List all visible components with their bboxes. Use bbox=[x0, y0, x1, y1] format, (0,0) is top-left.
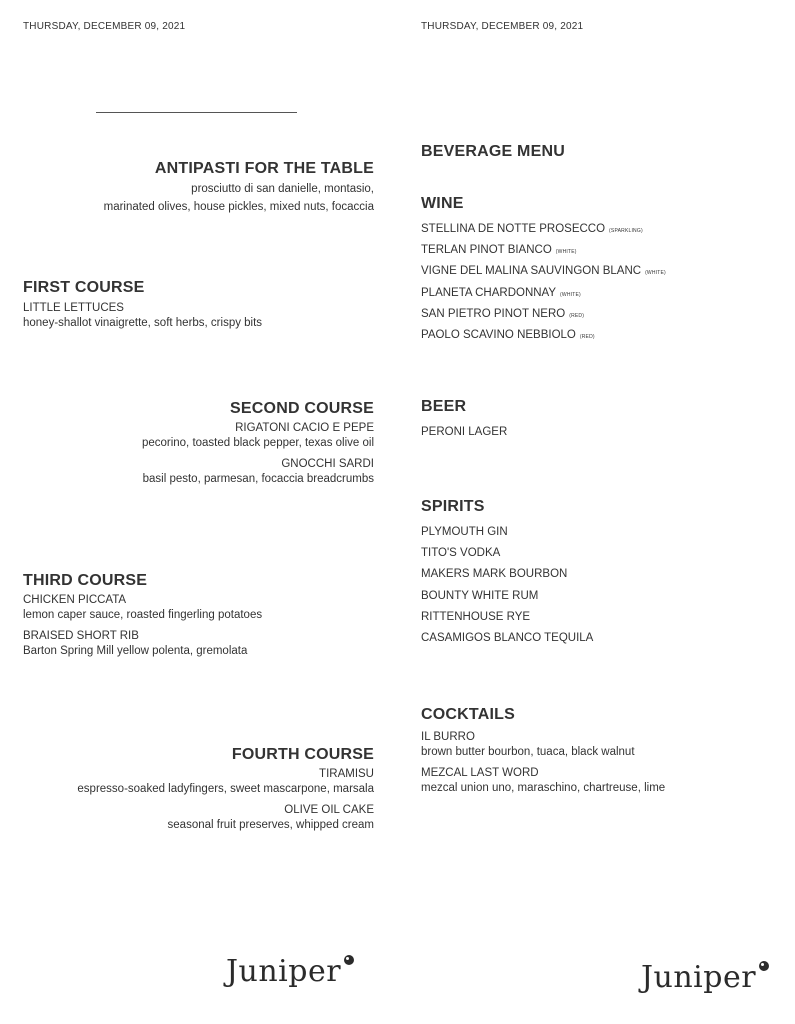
third-course-dish-2-desc: Barton Spring Mill yellow polenta, gremolata bbox=[23, 645, 248, 657]
first-course-dish-1-name: LITTLE LETTUCES bbox=[23, 302, 124, 314]
spirits-item: TITO'S VODKA bbox=[421, 547, 501, 560]
spirits-item: PLYMOUTH GIN bbox=[421, 526, 508, 538]
second-course-heading: SECOND COURSE bbox=[230, 400, 374, 417]
wine-section bbox=[421, 195, 781, 349]
beverage-menu-title: BEVERAGE MENU bbox=[421, 143, 565, 160]
third-course-dish-1-name: CHICKEN PICCATA bbox=[23, 594, 127, 606]
wine-item: PAOLO SCAVINO NEBBIOLO (RED) bbox=[421, 328, 595, 341]
first-course-heading: FIRST COURSE bbox=[23, 279, 145, 296]
antipasti-line-2: marinated olives, house pickles, mixed nuts, focaccia bbox=[103, 201, 374, 213]
spirits-item: BOUNTY WHITE RUM bbox=[421, 589, 539, 602]
first-course-section bbox=[23, 279, 383, 330]
third-course-section bbox=[23, 572, 383, 658]
second-course-section bbox=[14, 400, 374, 486]
second-course-dish-1-desc: pecorino, toasted black pepper, texas olive oil bbox=[141, 437, 374, 449]
fourth-course-dish-2-desc: seasonal fruit preserves, whipped cream bbox=[167, 819, 374, 831]
fourth-course-section bbox=[14, 746, 374, 832]
wine-item: VIGNE DEL MALINA SAUVINGON BLANC (WHITE) bbox=[421, 265, 666, 278]
left-logo bbox=[226, 954, 354, 989]
signature-line bbox=[96, 112, 297, 113]
spirits-heading: SPIRITS bbox=[421, 498, 485, 515]
fourth-course-dish-1-name: TIRAMISU bbox=[319, 768, 374, 780]
antipasti-section bbox=[14, 160, 374, 214]
antipasti-line-1: prosciutto di san danielle, montasio, bbox=[191, 183, 374, 195]
left-logo-text: Juniper bbox=[226, 954, 342, 989]
cocktails-section bbox=[421, 706, 781, 795]
beer-heading: BEER bbox=[421, 398, 467, 415]
beer-item: PERONI LAGER bbox=[421, 426, 508, 438]
third-course-heading: THIRD COURSE bbox=[23, 572, 148, 589]
spirits-item: RITTENHOUSE RYE bbox=[421, 610, 531, 623]
cocktails-heading: COCKTAILS bbox=[421, 706, 515, 723]
spirits-item: MAKERS MARK BOURBON bbox=[421, 568, 568, 581]
logo-berry-icon bbox=[759, 961, 769, 971]
wine-item: STELLINA DE NOTTE PROSECCO (SPARKLING) bbox=[421, 223, 643, 235]
fourth-course-dish-2-name: OLIVE OIL CAKE bbox=[284, 804, 374, 816]
cocktail-1-name: IL BURRO bbox=[421, 731, 475, 743]
spirits-item: CASAMIGOS BLANCO TEQUILA bbox=[421, 631, 594, 644]
cocktail-2-name: MEZCAL LAST WORD bbox=[421, 767, 539, 779]
cocktail-1-desc: brown butter bourbon, tuaca, black walnut bbox=[421, 746, 635, 758]
second-course-dish-2-name: GNOCCHI SARDI bbox=[281, 458, 374, 470]
fourth-course-heading: FOURTH COURSE bbox=[231, 746, 374, 763]
beer-section bbox=[421, 398, 781, 446]
third-course-dish-1-desc: lemon caper sauce, roasted fingerling potatoes bbox=[23, 609, 263, 621]
right-logo bbox=[641, 960, 769, 995]
right-logo-text: Juniper bbox=[641, 960, 757, 995]
logo-berry-icon bbox=[344, 955, 354, 965]
right-date: THURSDAY, DECEMBER 09, 2021 bbox=[421, 21, 584, 32]
wine-item: SAN PIETRO PINOT NERO (RED) bbox=[421, 307, 585, 320]
wine-heading: WINE bbox=[421, 195, 464, 212]
third-course-dish-2-name: BRAISED SHORT RIB bbox=[23, 630, 139, 642]
second-course-dish-2-desc: basil pesto, parmesan, focaccia breadcrumbs bbox=[142, 473, 374, 485]
spirits-section bbox=[421, 498, 781, 652]
second-course-dish-1-name: RIGATONI CACIO E PEPE bbox=[235, 422, 374, 434]
cocktail-2-desc: mezcal union uno, maraschino, chartreuse, lime bbox=[421, 782, 666, 794]
first-course-dish-1-desc: honey-shallot vinaigrette, soft herbs, crispy bits bbox=[23, 317, 263, 329]
wine-item: PLANETA CHARDONNAY (WHITE) bbox=[421, 286, 581, 299]
left-date: THURSDAY, DECEMBER 09, 2021 bbox=[23, 21, 186, 32]
antipasti-heading: ANTIPASTI FOR THE TABLE bbox=[154, 160, 374, 177]
fourth-course-dish-1-desc: espresso-soaked ladyfingers, sweet mascarpone, marsala bbox=[77, 783, 374, 795]
wine-item: TERLAN PINOT BIANCO (WHITE) bbox=[421, 244, 577, 257]
